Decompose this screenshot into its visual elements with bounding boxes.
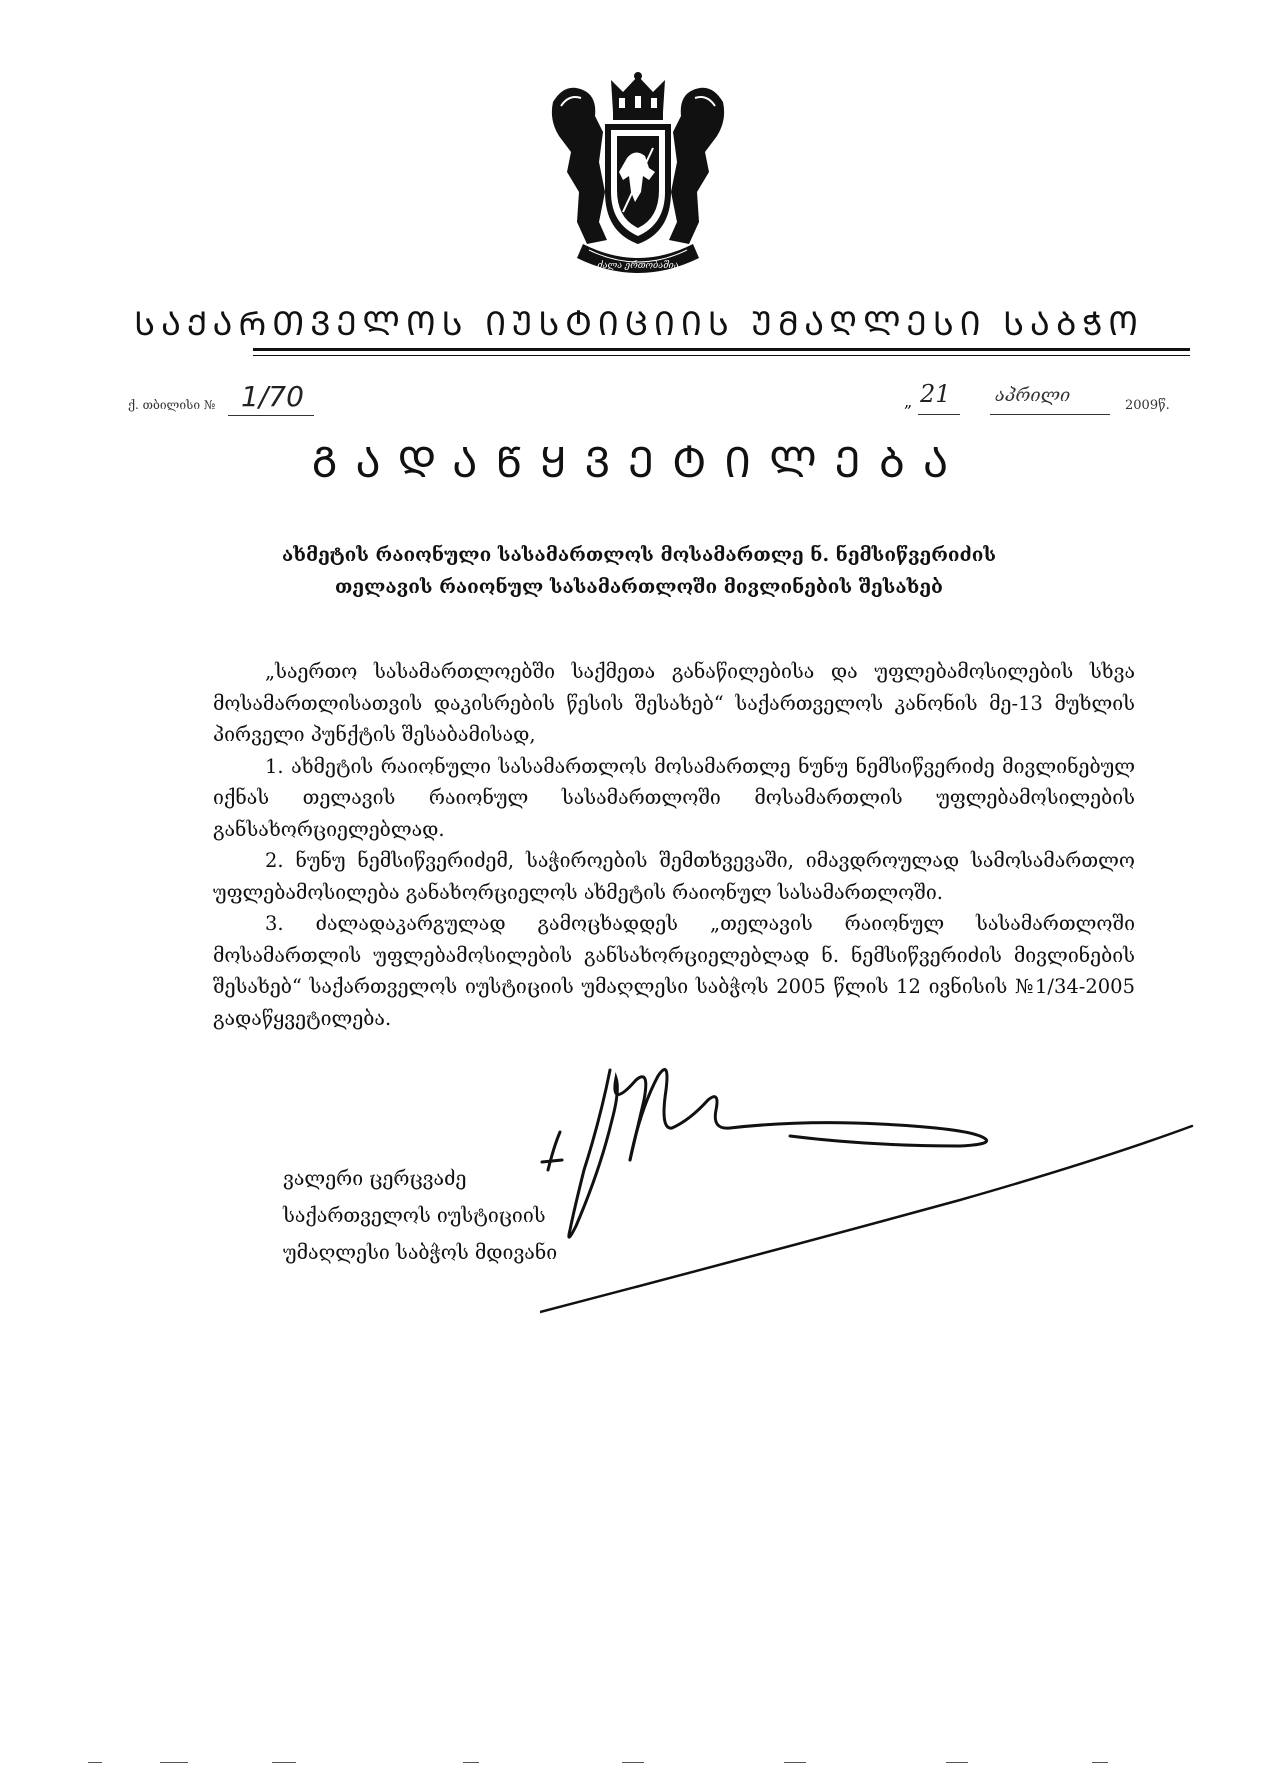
council-title: ᲡᲐᲥᲐᲠᲗᲕᲔᲚᲝᲡ ᲘᲣᲡᲢᲘᲪᲘᲘᲡ ᲣᲛᲐᲦᲚᲔᲡᲘ ᲡᲐᲑᲭᲝ: [134, 304, 1144, 343]
signatory-block: [283, 1160, 557, 1271]
scan-artifact-dash: [272, 1762, 296, 1763]
scan-artifact-dash: [160, 1762, 188, 1763]
signatory-position-line-1: საქართველოს იუსტიციის: [283, 1204, 546, 1227]
emblem-motto: ძალა ერთობაშია: [597, 261, 679, 271]
document-title: ᲒᲐᲓᲐᲬᲧᲕᲔᲢᲘᲚᲔᲑᲐ: [311, 438, 967, 487]
signatory-position-line-2: უმაღლესი საბჭოს მდივანი: [283, 1241, 558, 1264]
body-paragraph-1: 1. ახმეტის რაიონული სასამართლოს მოსამართლე ნუნუ ნემსიწვერიძე მივლინებულ იქნას თელავის რაიონულ სასამართლოში მოსამართლის უფლებამოსილების განსახორციელებლად.: [213, 754, 1135, 841]
body-paragraph-preamble: „საერთო სასამართლოებში საქმეთა განაწილებისა და უფლებამოსილების სხვა მოსამართლისათვის დაკისრების წესის შესახებ“ საქართველოს კანონის მე-13 მუხლის პირველი პუნქტის შესაბამისად,: [213, 660, 1135, 746]
scan-artifact-dash: [88, 1762, 102, 1763]
body-paragraph-3: 3. ძალადაკარგულად გამოცხადდეს „თელავის რაიონულ სასამართლოში მოსამართლის უფლებამოსილების განსახორციელებლად ნ. ნემსიწვერიძის მივლინების შესახებ“ საქართველოს იუსტიციის უმაღლესი საბჭოს 2005 წლის 12 ივნისის №1/34-2005 გადაწყვეტილება.: [213, 912, 1135, 1030]
signatory-name: ვალერი ცერცვაძე: [283, 1167, 467, 1190]
document-body: [213, 656, 1135, 1034]
registration-number: 1/70: [241, 380, 304, 413]
scan-artifact-dash: [784, 1762, 806, 1763]
scan-artifact-dash: [946, 1762, 968, 1763]
handwritten-signature-icon: [540, 1050, 1200, 1320]
subject-line-1: ახმეტის რაიონული სასამართლოს მოსამართლე ნ. ნემსიწვერიძის: [281, 544, 997, 566]
date-day-underline: [918, 414, 960, 415]
date-month: აპრილი: [995, 385, 1071, 406]
body-paragraph-2: 2. ნუნუ ნემსიწვერიძემ, საჭიროების შემთხვევაში, იმავდროულად სამოსამართლო უფლებამოსილება განახორციელოს ახმეტის რაიონულ სასამართლოში.: [213, 849, 1135, 904]
date-month-underline: [990, 414, 1110, 415]
coat-of-arms-icon: [543, 72, 733, 287]
scan-artifact-dash: [463, 1762, 479, 1763]
registration-label: ქ. თბილისი №: [128, 398, 216, 412]
date-day: 21: [920, 380, 951, 408]
subject-line-2: თელავის რაიონულ სასამართლოში მივლინების შესახებ: [335, 576, 943, 598]
date-year: 2009წ.: [1125, 398, 1170, 413]
header-rule-thin: [253, 355, 1190, 356]
header-rule-thick: [253, 348, 1190, 351]
date-open-quote: „: [904, 392, 913, 411]
registration-underline: [228, 415, 314, 416]
scan-artifact-dash: [622, 1762, 644, 1763]
scan-artifact-dash: [1092, 1762, 1108, 1763]
